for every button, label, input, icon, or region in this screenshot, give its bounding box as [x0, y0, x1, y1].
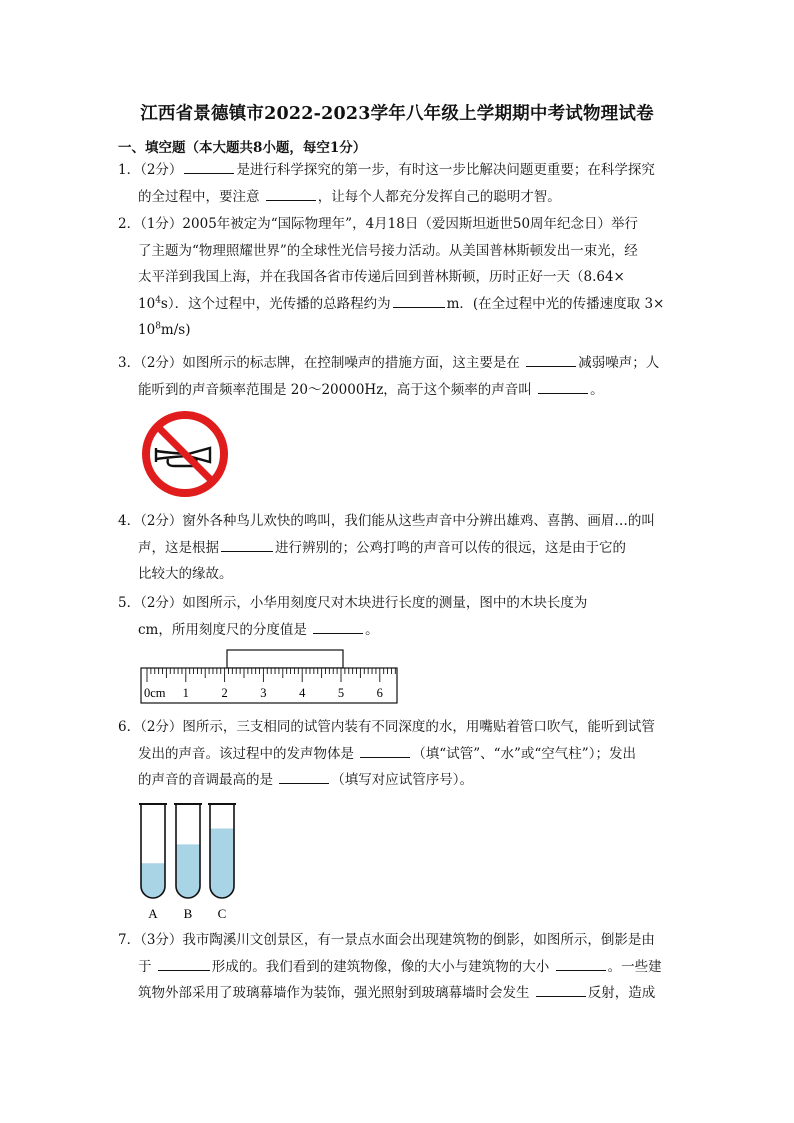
q7-text: 形成的。我们看到的建筑物像，像的大小与建筑物的大小	[211, 958, 554, 975]
q2-text: s）．这个过程中，光传播的总路程约为	[160, 295, 391, 312]
q6-text: 发出的声音。该过程中的发声物体是	[138, 745, 359, 762]
answer-blank[interactable]	[393, 293, 445, 308]
q2-exponent: 4	[155, 295, 161, 305]
q4-text: 比较大的缘故。	[138, 566, 233, 582]
test-tubes	[139, 804, 236, 921]
ruler-label: 4	[299, 686, 306, 700]
exam-title: 江西省景德镇市2022-2023学年八年级上学期期中考试物理试卷	[140, 104, 654, 124]
q5-text: cm，所用刻度尺的分度值是	[138, 621, 312, 638]
test-tubes-figure	[130, 796, 250, 924]
q1-number: 1．（2分）	[118, 162, 183, 178]
q3-text: 减弱噪声；人	[578, 355, 660, 371]
question-4	[118, 508, 678, 588]
q5-text: 5．（2分）如图所示，小华用刻度尺对木块进行长度的测量，图中的木块长度为	[118, 595, 588, 611]
tube-water	[210, 828, 234, 898]
q4-text: 进行辨别的；公鸡打鸣的声音可以传的很远，这是由于它的	[275, 539, 626, 556]
q3-text: 3．（2分）如图所示的标志牌，在控制噪声的措施方面，这主要是在	[118, 355, 525, 371]
answer-blank[interactable]	[266, 186, 316, 201]
q4-text: 4．（2分）窗外各种鸟儿欢快的鸣叫，我们能从这些声音中分辨出雄鸡、喜鹊、画眉…的叫	[118, 513, 655, 529]
q1-text: ，让每个人都充分发挥自己的聪明才智。	[317, 188, 561, 205]
q3-text: 能听到的声音频率范围是 20～20000Hz，高于这个频率的声音叫	[138, 381, 537, 398]
tube-label: B	[183, 906, 193, 921]
q7-text: 于	[138, 958, 156, 975]
ruler-body	[141, 668, 397, 703]
ruler-label: 2	[221, 686, 228, 700]
ruler-label: 5	[337, 686, 345, 700]
question-5	[118, 590, 678, 643]
q1-text: 的全过程中，要注意	[138, 188, 264, 205]
q6-text: （填“试管”、“水”或“空气柱”）；发出	[412, 745, 636, 762]
answer-blank[interactable]	[279, 769, 329, 784]
q2-text: 2．（1分）2005年被定为“国际物理年”，4月18日（爱因斯坦逝世50周年纪念日）举行	[118, 216, 639, 232]
answer-blank[interactable]	[536, 982, 586, 997]
q6-text: （填写对应试管序号）。	[331, 772, 474, 788]
ruler-label: 6	[376, 686, 383, 700]
question-7	[118, 927, 678, 1007]
answer-blank[interactable]	[158, 956, 210, 971]
q7-text: 反射，造成	[587, 985, 656, 1001]
q7-text: 7．（3分）我市陶溪川文创景区，有一景点水面会出现建筑物的倒影，如图所示，倒影是由	[118, 932, 655, 948]
answer-blank[interactable]	[360, 743, 410, 758]
tube-label: C	[217, 906, 227, 921]
q2-text: m．(在全过程中光的传播速度取 3×	[446, 295, 665, 312]
q7-text: 。一些建	[607, 958, 662, 975]
q7-text: 筑物外部采用了玻璃幕墙作为装饰，强光照射到玻璃幕墙时会发生	[138, 985, 534, 1001]
question-6	[118, 714, 678, 794]
q5-text: 。	[365, 621, 379, 638]
q4-text: 声，这是根据	[138, 539, 219, 556]
q2-exponent: 8	[155, 321, 161, 332]
question-2	[118, 211, 678, 344]
wooden-block	[227, 650, 343, 668]
q1-text: 是进行科学探究的第一步，有时这一步比解决问题更重要；在科学探究	[236, 162, 655, 178]
answer-blank[interactable]	[526, 352, 576, 367]
tube-label: A	[148, 906, 158, 921]
question-3	[118, 350, 678, 403]
ruler-label: 3	[260, 686, 267, 700]
answer-blank[interactable]	[184, 159, 234, 174]
ruler-label: 0cm	[144, 686, 166, 700]
answer-blank[interactable]	[556, 956, 606, 971]
q6-text: 的声音的音调最高的是	[138, 772, 278, 788]
q2-text: 10	[138, 322, 156, 338]
no-horn-sign	[140, 410, 230, 498]
q2-text: 10	[138, 295, 156, 312]
answer-blank[interactable]	[221, 537, 273, 552]
section-heading: 一、填空题（本大题共8小题，每空1分）	[118, 140, 367, 156]
ruler-figure	[138, 645, 400, 707]
q6-text: 6．（2分）图所示，三支相同的试管内装有不同深度的水，用嘴贴着管口吹气，能听到试管	[118, 719, 655, 735]
question-1	[118, 157, 678, 210]
answer-blank[interactable]	[313, 619, 363, 634]
answer-blank[interactable]	[538, 379, 588, 394]
tube-water	[176, 844, 200, 898]
q3-text: 。	[590, 381, 604, 398]
q2-text: 了主题为“物理照耀世界”的全球性光信号接力活动。从美国普林斯顿发出一束光，经	[138, 242, 638, 259]
q2-text: m/s)	[160, 322, 191, 338]
ruler-label: 1	[182, 686, 189, 700]
q2-text: 太平洋到我国上海，并在我国各省市传递后回到普林斯顿，历时正好一天（8.64×	[138, 269, 625, 285]
tube-water	[141, 863, 165, 898]
